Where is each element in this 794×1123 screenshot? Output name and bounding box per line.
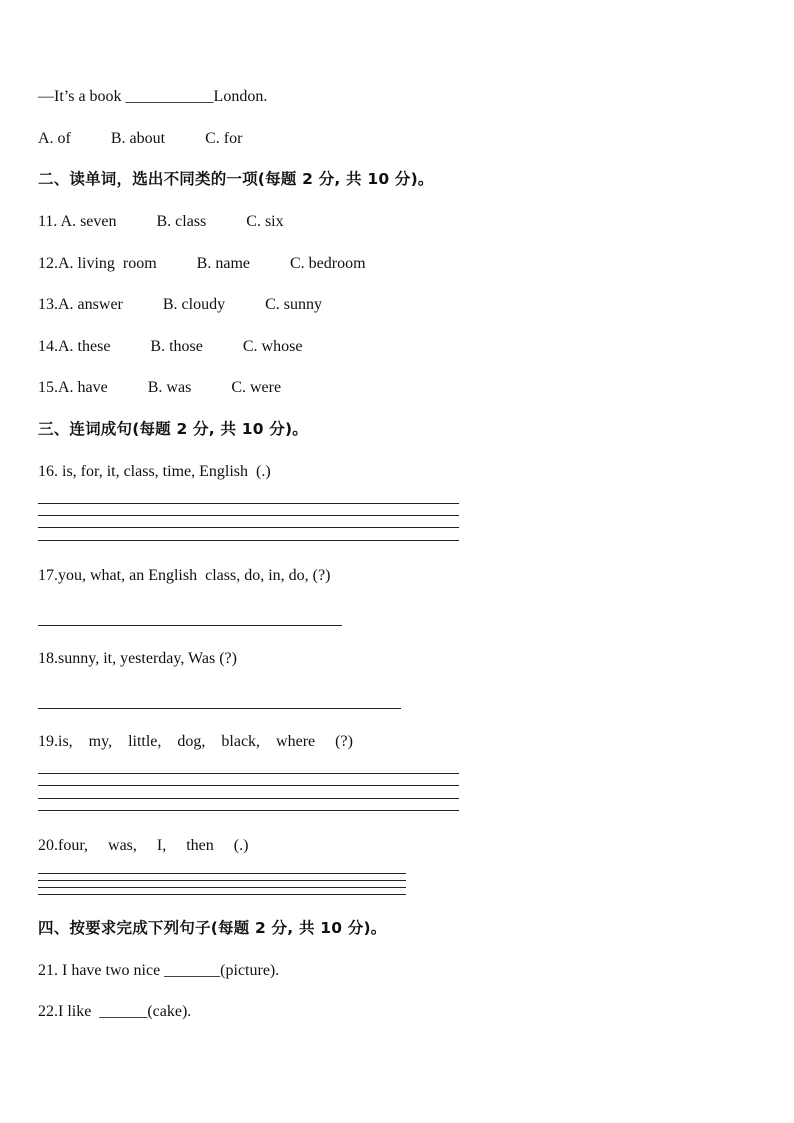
answer-line bbox=[38, 785, 459, 786]
question-21: 21. I have two nice _______(picture). bbox=[38, 962, 280, 979]
question-10-options: A. of B. about C. for bbox=[38, 130, 243, 147]
section-4-heading: 四、按要求完成下列句子(每题 2 分, 共 10 分)。 bbox=[38, 919, 387, 937]
answer-line bbox=[38, 798, 459, 799]
question-16: 16. is, for, it, class, time, English (.) bbox=[38, 463, 271, 480]
question-15: 15.A. have B. was C. were bbox=[38, 379, 282, 396]
answer-line bbox=[38, 625, 342, 626]
section-3-heading: 三、连词成句(每题 2 分, 共 10 分)。 bbox=[38, 420, 308, 438]
question-11: 11. A. seven B. class C. six bbox=[38, 213, 284, 230]
answer-line bbox=[38, 873, 406, 874]
question-10-stem: —It’s a book ___________London. bbox=[38, 88, 268, 105]
answer-line bbox=[38, 540, 459, 541]
answer-line bbox=[38, 527, 459, 528]
answer-line bbox=[38, 773, 459, 774]
question-13: 13.A. answer B. cloudy C. sunny bbox=[38, 296, 322, 313]
answer-line bbox=[38, 810, 459, 811]
question-18: 18.sunny, it, yesterday, Was (?) bbox=[38, 650, 237, 667]
answer-line bbox=[38, 894, 406, 895]
question-19: 19.is, my, little, dog, black, where (?) bbox=[38, 733, 353, 750]
answer-line bbox=[38, 515, 459, 516]
question-20: 20.four, was, I, then (.) bbox=[38, 837, 249, 854]
answer-line bbox=[38, 708, 401, 709]
question-22: 22.I like ______(cake). bbox=[38, 1003, 192, 1020]
answer-line bbox=[38, 880, 406, 881]
answer-line bbox=[38, 887, 406, 888]
question-12: 12.A. living room B. name C. bedroom bbox=[38, 255, 366, 272]
question-14: 14.A. these B. those C. whose bbox=[38, 338, 303, 355]
question-17: 17.you, what, an English class, do, in, do, (?) bbox=[38, 567, 331, 584]
answer-line bbox=[38, 503, 459, 504]
section-2-heading: 二、读单词，选出不同类的一项(每题 2 分, 共 10 分)。 bbox=[38, 170, 434, 188]
